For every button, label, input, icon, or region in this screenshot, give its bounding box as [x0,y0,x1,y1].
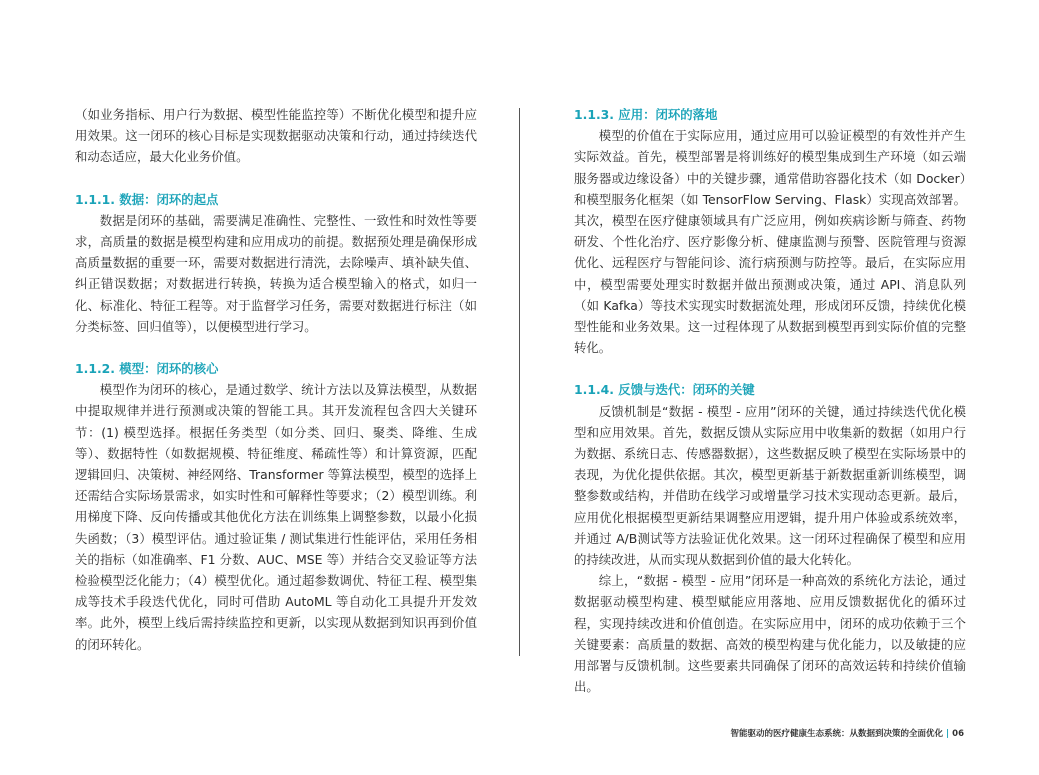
column-divider [519,108,520,656]
section-title-feedback: 1.1.4. 反馈与迭代：闭环的关键 [574,382,755,398]
left-column [75,104,477,655]
spacer [574,358,966,379]
section-body-data: 数据是闭环的基础，需要满足准确性、完整性、一致性和时效性等要求，高质量的数据是模型构建和应用成功的前提。数据预处理是确保形成高质量数据的重要一环，需要对数据进行清洗，去除噪声、填补缺失值、纠正错误数据；对数据进行转换，转换为适合模型输入的格式，如归一化、标准化、特征工程等。对于监督学习任务，需要对数据进行标注（如分类标签、回归值等），以便模型进行学习。 [75,212,477,334]
intro-paragraph: （如业务指标、用户行为数据、模型性能监控等）不断优化模型和提升应用效果。这一闭环的核心目标是实现数据驱动决策和行动，通过持续迭代和动态适应，最大化业务价值。 [75,107,477,165]
section-body-application: 模型的价值在于实际应用，通过应用可以验证模型的有效性并产生实际效益。首先，模型部署是将训练好的模型集成到生产环境（如云端服务器或边缘设备）中的关键步骤，通常借助容器化技术（如 Docker）和模型服务化框架（如 TensorFlow Serving、Flask）实现高效部署。其次，模型在医疗健康领域具有广泛应用，例如疾病诊断与筛查、药物研发、个性化治疗、医疗影像分析、健康监测与预警、医院管理与资源优化、远程医疗与智能问诊、流行病预测与防控等。最后，在实际应用中，模型需要处理实时数据并做出预测或决策，通过 API、消息队列（如 Kafka）等技术实现实时数据流处理，形成闭环反馈，持续优化模型性能和业务效果。这一过程体现了从数据到模型再到实际价值的完整转化。 [574,128,966,356]
spacer [75,337,477,358]
section-title-application: 1.1.3. 应用：闭环的落地 [574,107,718,122]
section-body-feedback: 反馈机制是“数据 - 模型 - 应用”闭环的关键，通过持续迭代优化模型和应用效果。首先，数据反馈从实际应用中收集新的数据（如用户行为数据、系统日志、传感器数据），这些数据反映了模型在实际场景中的表现，为优化提供依据。其次，模型更新基于新数据重新训练模型，调整参数或结构，并借助在线学习或增量学习技术实现动态更新。最后，应用优化根据模型更新结果调整应用逻辑，提升用户体验或系统效率，并通过 A/B测试等方法验证优化效果。这一闭环过程确保了模型和应用的持续改进，从而实现从数据到价值的最大化转化。 [574,403,966,568]
summary-paragraph: 综上，“数据 - 模型 - 应用”闭环是一种高效的系统化方法论，通过数据驱动模型构建、模型赋能应用落地、应用反馈数据优化的循环过程，实现持续改进和价值创造。在实际应用中，闭环的成功依赖于三个关键要素：高质量的数据、高效的模型构建与优化能力，以及敏捷的应用部署与反馈机制。这些要素共同确保了闭环的高效运转和持续价值输出。 [574,573,966,695]
footer-separator: | [946,729,950,739]
section-body-model: 模型作为闭环的核心，是通过数学、统计方法以及算法模型，从数据中提取规律并进行预测或决策的智能工具。其开发流程包含四大关键环节：(1) 模型选择。根据任务类型（如分类、回归、聚类、降维、生成等）、数据特性（如数据规模、特征维度、稀疏性等）和计算资源，匹配逻辑回归、决策树、神经网络、Transformer 等算法模型，模型的选择上还需结合实际场景需求，如实时性和可解释性等要求；（2）模型训练。利用梯度下降、反向传播或其他优化方法在训练集上调整参数，以最小化损失函数；（3）模型评估。通过验证集 / 测试集进行性能评估，采用任务相关的指标（如准确率、F1 分数、AUC、MSE 等）并结合交叉验证等方法检验模型泛化能力；（4）模型优化。通过超参数调优、特征工程、模型集成等技术手段迭代优化，同时可借助 AutoML 等自动化工具提升开发效率。此外，模型上线后需持续监控和更新，以实现从数据到知识再到价值的闭环转化。 [75,382,477,652]
right-column [574,104,966,697]
section-title-data: 1.1.1. 数据：闭环的起点 [75,191,219,207]
spacer [75,168,477,189]
section-title-model: 1.1.2. 模型：闭环的核心 [75,361,219,377]
page-footer [731,727,964,739]
footer-title: 智能驱动的医疗健康生态系统：从数据到决策的全面优化 [730,729,944,739]
page-number: 06 [952,729,964,739]
